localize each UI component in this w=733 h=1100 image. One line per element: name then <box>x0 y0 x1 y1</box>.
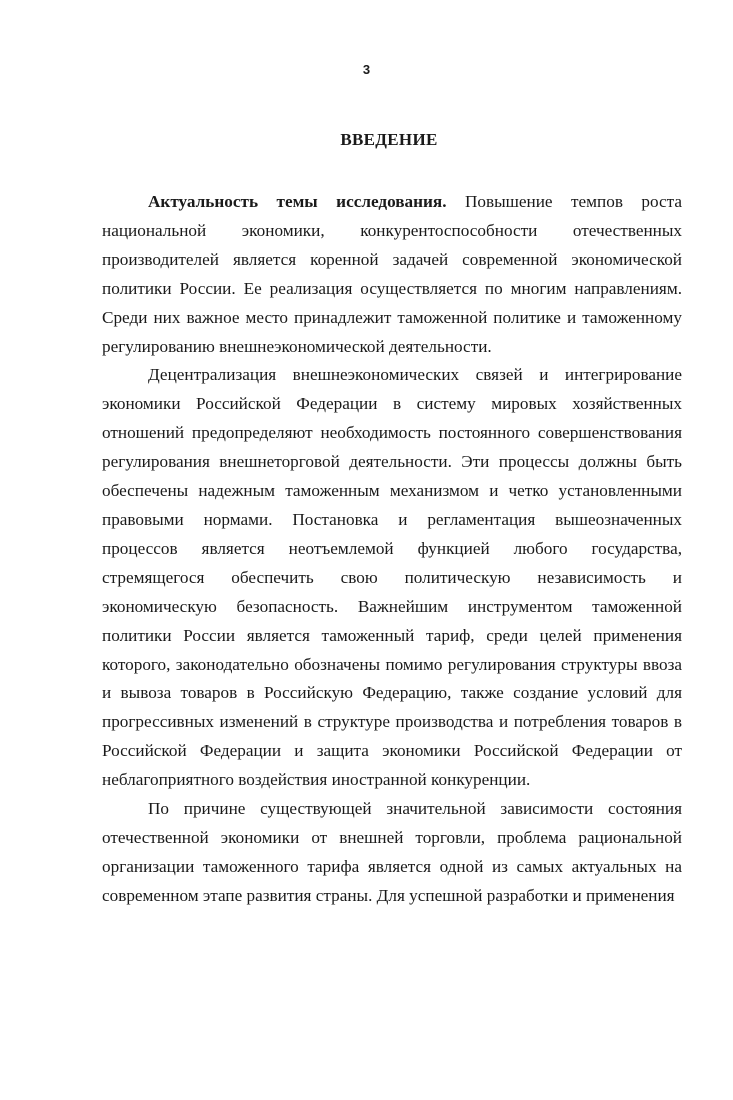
paragraph-text: Повышение темпов роста национальной экономики, конкурентоспособности отечественных производителей является коренной задачей современной экономической политики России. Ее реализация осуществляется по многим направлениям. Среди них важное место принадлежит таможенной политике и таможенному регулированию внешнеэкономической деятельности. <box>102 192 682 356</box>
paragraph <box>102 361 682 795</box>
paragraph-text: Децентрализация внешнеэкономических связей и интегрирование экономики Российской Федерации в систему мировых хозяйственных отношений предопределяют необходимость постоянного совершенствования регулирования внешнеторговой деятельности. Эти процессы должны быть обеспечены надежным таможенным механизмом и четко установленными правовыми нормами. Постановка и регламентация вышеозначенных процессов является неотъемлемой функцией любого государства, стремящегося обеспечить свою политическую независимость и экономическую безопасность. Важнейшим инструментом таможенной политики России является таможенный тариф, среди целей применения которого, законодательно обозначены помимо регулирования структуры ввоза и вывоза товаров в Российскую Федерацию, также создание условий для прогрессивных изменений в структуре производства и потребления товаров в Российской Федерации и защита экономики Российской Федерации от неблагоприятного воздействия иностранной конкуренции. <box>102 365 682 790</box>
page-number: 3 <box>362 62 371 77</box>
paragraph <box>102 188 682 361</box>
body-text <box>102 188 682 911</box>
paragraph <box>102 795 682 911</box>
section-heading: ВВЕДЕНИЕ <box>340 130 438 149</box>
paragraph-text: По причине существующей значительной зависимости состояния отечественной экономики от внешней торговли, проблема рациональной организации таможенного тарифа является одной из самых актуальных на современном этапе развития страны. Для успешной разработки и применения <box>102 799 682 905</box>
paragraph-lead: Актуальность темы исследования. <box>148 192 447 211</box>
